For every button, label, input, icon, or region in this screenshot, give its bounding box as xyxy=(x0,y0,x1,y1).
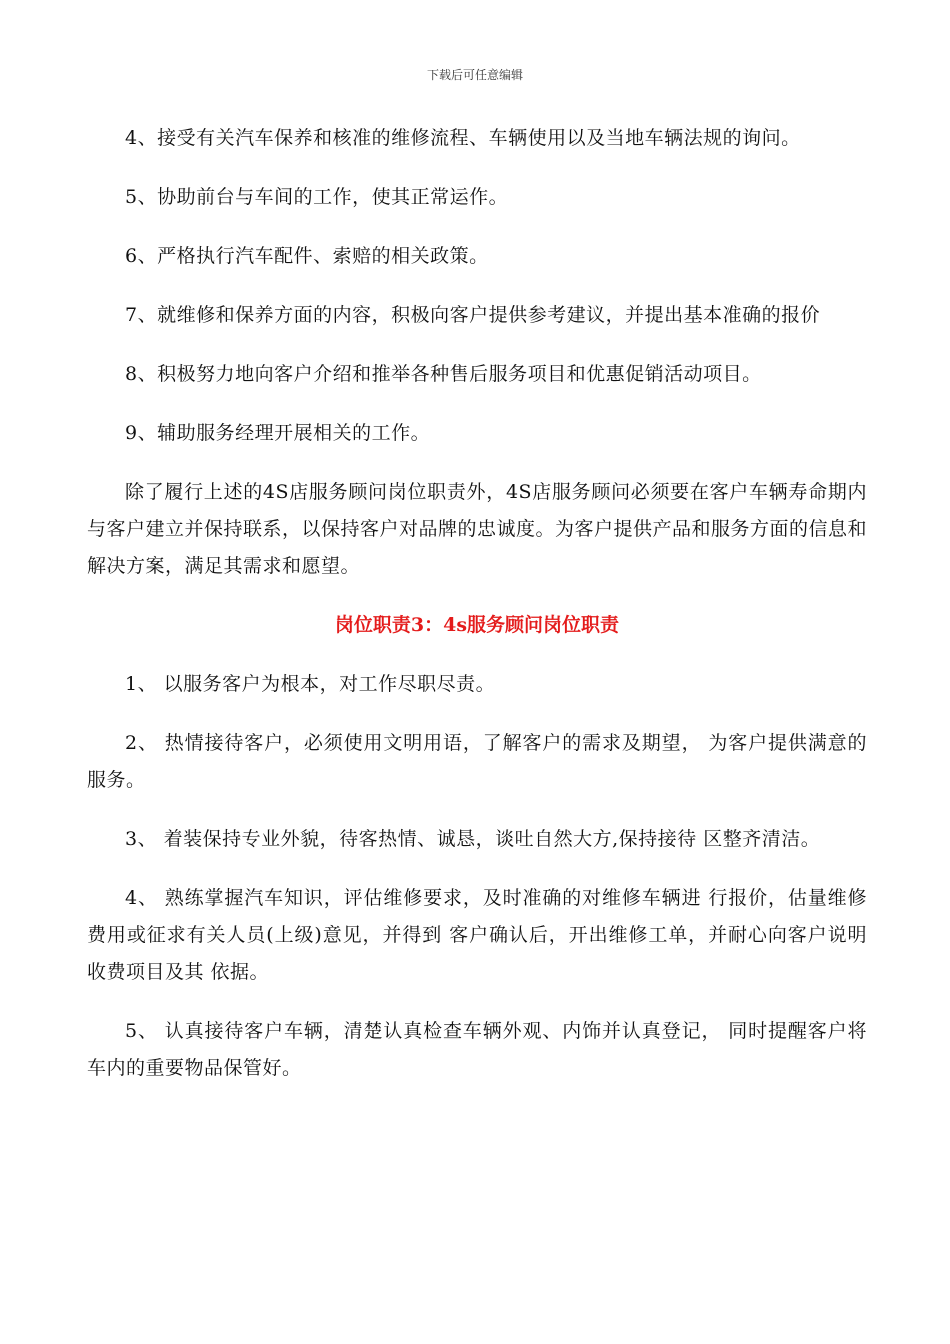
duty-item-7: 7、就维修和保养方面的内容，积极向客户提供参考建议，并提出基本准确的报价 xyxy=(125,304,821,326)
advisor-duty-5: 5、 认真接待客户车辆，清楚认真检查车辆外观、内饰并认真登记， 同时提醒客户将车内的重要物品保管好。 xyxy=(87,1020,867,1079)
advisor-duty-2: 2、 热情接待客户，必须使用文明用语，了解客户的需求及期望， 为客户提供满意的服务。 xyxy=(87,732,867,791)
duty-item-4: 4、接受有关汽车保养和核准的维修流程、车辆使用以及当地车辆法规的询问。 xyxy=(125,127,801,149)
duty-item-5: 5、协助前台与车间的工作，使其正常运作。 xyxy=(125,186,509,208)
document-body xyxy=(87,120,867,1109)
page-header: 下载后可任意编辑 xyxy=(426,68,523,82)
advisor-duty-4: 4、 熟练掌握汽车知识，评估维修要求，及时准确的对维修车辆进 行报价，估量维修费用或征求有关人员(上级)意见，并得到 客户确认后，开出维修工单，并耐心向客户说明收费项目及其 依据。 xyxy=(87,887,867,983)
section-heading: 岗位职责3：4s服务顾问岗位职责 xyxy=(334,614,620,636)
duty-item-8: 8、积极努力地向客户介绍和推举各种售后服务项目和优惠促销活动项目。 xyxy=(125,363,762,385)
duty-item-6: 6、严格执行汽车配件、索赔的相关政策。 xyxy=(125,245,489,267)
advisor-duty-3: 3、 着装保持专业外貌，待客热情、诚恳，谈吐自然大方,保持接待 区整齐清洁。 xyxy=(125,828,821,850)
duty-item-9: 9、辅助服务经理开展相关的工作。 xyxy=(125,422,431,444)
summary-paragraph: 除了履行上述的4S店服务顾问岗位职责外，4S店服务顾问必须要在客户车辆寿命期内与客户建立并保持联系，以保持客户对品牌的忠诚度。为客户提供产品和服务方面的信息和解决方案，满足其需求和愿望。 xyxy=(87,481,868,577)
advisor-duty-1: 1、 以服务客户为根本，对工作尽职尽责。 xyxy=(125,673,496,695)
